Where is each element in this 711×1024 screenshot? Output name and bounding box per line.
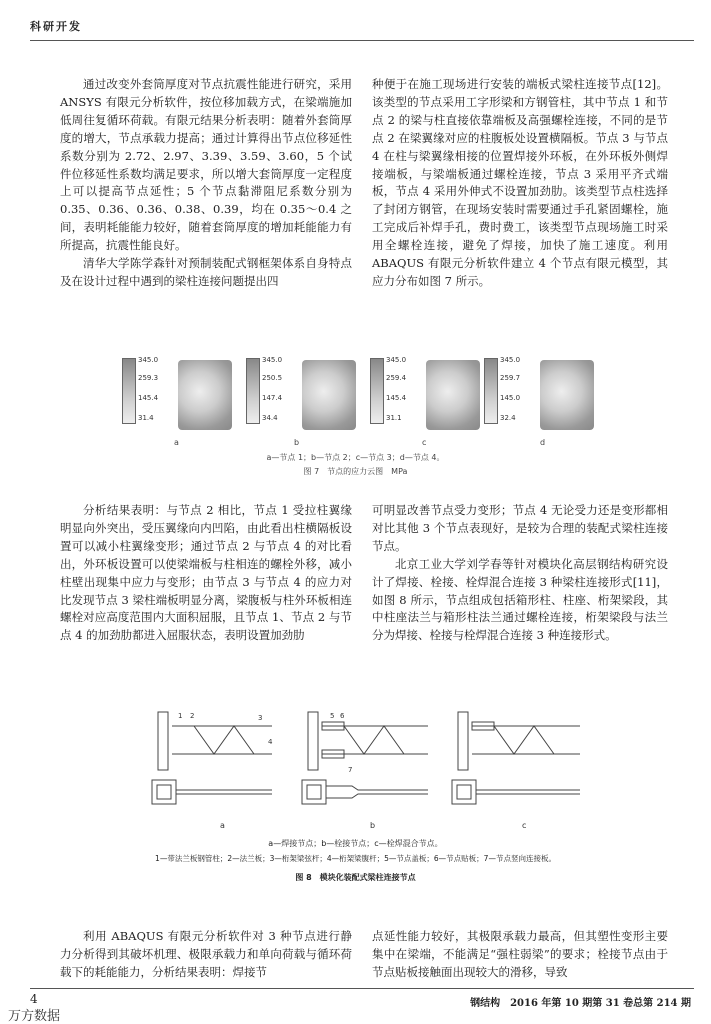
- figure-8-panel-label: b: [370, 821, 376, 830]
- box-column: [158, 712, 168, 770]
- figure-8-legend: 1—带法兰板钢管柱；2—法兰板；3—桁架梁弦杆；4—桁架梁腹杆；5—节点盖板；6—节点贴板；7—节点竖向连接板。: [155, 854, 556, 863]
- legend-value: 145.4: [138, 394, 159, 402]
- chord-plan: [326, 786, 428, 790]
- paragraph: 清华大学陈学森针对预制装配式钢框架体系自身特点及在设计过程中遇到的梁柱连接问题提出四: [60, 256, 352, 288]
- legend-value: 34.4: [262, 414, 278, 422]
- page-number: 4: [30, 992, 38, 1006]
- legend-value: 259.3: [138, 374, 159, 382]
- stress-legend-bar: [246, 358, 260, 424]
- figure-8-callout: 4: [268, 738, 273, 746]
- figure-8-callout: 1: [178, 712, 183, 720]
- body-column-left-2: [60, 502, 352, 645]
- figure-8-caption: 图 8 模块化装配式梁柱连接节点: [295, 873, 416, 882]
- legend-value: 345.0: [386, 356, 407, 364]
- body-column-left-3: [60, 928, 352, 982]
- legend-value: 250.5: [262, 374, 283, 382]
- column-section-plan: [457, 785, 471, 799]
- body-column-right-1: [372, 76, 668, 291]
- paragraph: 通过改变外套筒厚度对节点抗震性能进行研究，采用 ANSYS 有限元分析软件，按位移加载方式，在梁端施加低周往复循环荷载。有限元结果分析表明：随着外套筒厚度的增大，节点承载力提高；通过计算得出节点位移延性系数分别为 2.72、2.97、3.39、3.59、3.60，5 个试件位移延性系数均满足要求，所以增大套筒厚度一定程度上可以提高节点延性；5 个节点黏滞阻尼系数分别为 0.35、0.36、0.36、0.38、0.39，均在 0.35～0.4 之间，表明耗能能力较好，随着套筒厚度的增加耗能能力有所提高，抗震性能良好。: [60, 77, 352, 253]
- column-section-plan: [307, 785, 321, 799]
- stress-contour-image: [178, 360, 232, 430]
- box-column: [458, 712, 468, 770]
- footer-rule: [30, 988, 694, 989]
- column-section-plan: [157, 785, 171, 799]
- legend-value: 345.0: [138, 356, 159, 364]
- paragraph: 点延性能力较好，其极限承载力最高，但其塑性变形主要集中在梁端，不能满足“强柱弱梁”的要求；栓接节点由于节点贴板接触面出现较大的滑移，导致: [372, 929, 668, 979]
- figure-8-callout: 3: [258, 714, 263, 722]
- legend-value: 345.0: [262, 356, 283, 364]
- column-flange-plan: [452, 780, 476, 804]
- legend-value: 259.4: [386, 374, 407, 382]
- figure-7-caption: 图 7 节点的应力云图 MPa: [303, 467, 408, 476]
- stress-contour-image: [426, 360, 480, 430]
- legend-value: 32.4: [500, 414, 516, 422]
- figure-8-callout: 2: [190, 712, 195, 720]
- panel-label: b: [294, 438, 300, 447]
- legend-value: 31.1: [386, 414, 402, 422]
- truss-web: [344, 726, 404, 754]
- figure-8-drawing: [144, 708, 592, 832]
- stress-contour-image: [302, 360, 356, 430]
- stress-legend-bar: [370, 358, 384, 424]
- paragraph: 可明显改善节点受力变形；节点 4 无论受力还是变形都相对比其他 3 个节点表现好，是较为合理的装配式梁柱连接节点。: [372, 503, 668, 553]
- panel-label: d: [540, 438, 546, 447]
- paragraph: 利用 ABAQUS 有限元分析软件对 3 种节点进行静力分析得到其破坏机理、极限承载力和单向荷载与循环荷载下的耗能能力，分析结果表明：焊接节: [60, 929, 352, 979]
- header-rule: [30, 40, 694, 41]
- watermark-text: 万方数据: [8, 1009, 61, 1024]
- figure-7-subcaption: a—节点 1；b—节点 2；c—节点 3；d—节点 4。: [266, 453, 445, 462]
- figure-7-panel-a: [120, 352, 235, 447]
- figure-8-subcaption: a—焊接节点；b—栓接节点；c—栓焊混合节点。: [268, 839, 443, 848]
- body-column-right-3: [372, 928, 668, 982]
- figure-7-panel-b: [244, 352, 359, 447]
- stress-legend-bar: [122, 358, 136, 424]
- paragraph: 北京工业大学刘学春等针对模块化高层钢结构研究设计了焊接、栓接、栓焊混合连接 3 种梁柱连接形式[11]，如图 8 所示，节点组成包括箱形柱、柱座、桁架梁段，其中柱座法兰与箱形柱法兰通过螺栓连接，桁架梁段与法兰分为焊接、栓接与栓焊混合连接 3 种连接形式。: [372, 556, 668, 643]
- legend-value: 345.0: [500, 356, 521, 364]
- truss-web: [494, 726, 554, 754]
- figure-8-callout: 6: [340, 712, 345, 720]
- figure-8-callout: 7: [348, 766, 353, 774]
- figure-7-panel-c: [368, 352, 483, 447]
- box-column: [308, 712, 318, 770]
- stress-legend-bar: [484, 358, 498, 424]
- body-column-right-2: [372, 502, 668, 645]
- legend-value: 147.4: [262, 394, 283, 402]
- figure-8-panel-label: a: [220, 821, 225, 830]
- column-flange-plan: [152, 780, 176, 804]
- panel-label: c: [422, 438, 427, 447]
- legend-value: 259.7: [500, 374, 521, 382]
- paragraph: 分析结果表明：与节点 2 相比，节点 1 受拉柱翼缘明显向外突出，受压翼缘向内凹陷，由此看出柱横隔板设置可以减小柱翼缘变形；通过节点 2 与节点 4 的对比看出，外环板设置可以使梁端板与柱相连的螺栓外移，减小柱壁出现集中应力与变形；由节点 3 与节点 4 的应力对比发现节点 3 梁柱端板明显分离，梁腹板与柱外环板相连螺栓对应高度范围内大面积屈服，且节点 1、节点 2 与节点 4 的加劲肋都进入屈服状态，表明设置加劲肋: [60, 503, 352, 643]
- stress-contour-image: [540, 360, 594, 430]
- paragraph: 种便于在施工现场进行安装的端板式梁柱连接节点[12]。该类型的节点采用工字形梁和方钢管柱，其中节点 1 和节点 2 的梁与柱直接依靠端板及高强螺栓连接，不同的是节点 2 在梁翼缘对应的柱腹板处设置横隔板。节点 3 与节点 4 在柱与梁翼缘相接的位置焊接外环板，在外环板外侧焊接端板，与梁端板通过螺栓连接，节点 3 采用平齐式端板，节点 4 采用外伸式不设置加劲肋。该类型节点柱选择了封闭方钢管，在现场安装时需要通过手孔紧固螺栓，施工完成后补焊手孔，费时费工，该类型节点现场施工时采用全螺栓连接，避免了焊接，加快了施工速度。利用 ABAQUS 有限元分析软件建立 4 个节点有限元模型，其应力分布如图 7 所示。: [372, 77, 668, 288]
- figure-7-panel-d: [482, 352, 597, 447]
- journal-info: 钢结构 2016 年第 10 期第 31 卷总第 214 期: [470, 998, 691, 1009]
- legend-value: 31.4: [138, 414, 154, 422]
- panel-label: a: [174, 438, 179, 447]
- column-flange-plan: [302, 780, 326, 804]
- chord-plan: [326, 794, 428, 798]
- legend-value: 145.0: [500, 394, 521, 402]
- body-column-left-1: [60, 76, 352, 291]
- section-header: 科研开发: [30, 20, 82, 33]
- legend-value: 145.4: [386, 394, 407, 402]
- figure-8-panel-label: c: [522, 821, 527, 830]
- figure-8-callout: 5: [330, 712, 335, 720]
- truss-web: [194, 726, 254, 754]
